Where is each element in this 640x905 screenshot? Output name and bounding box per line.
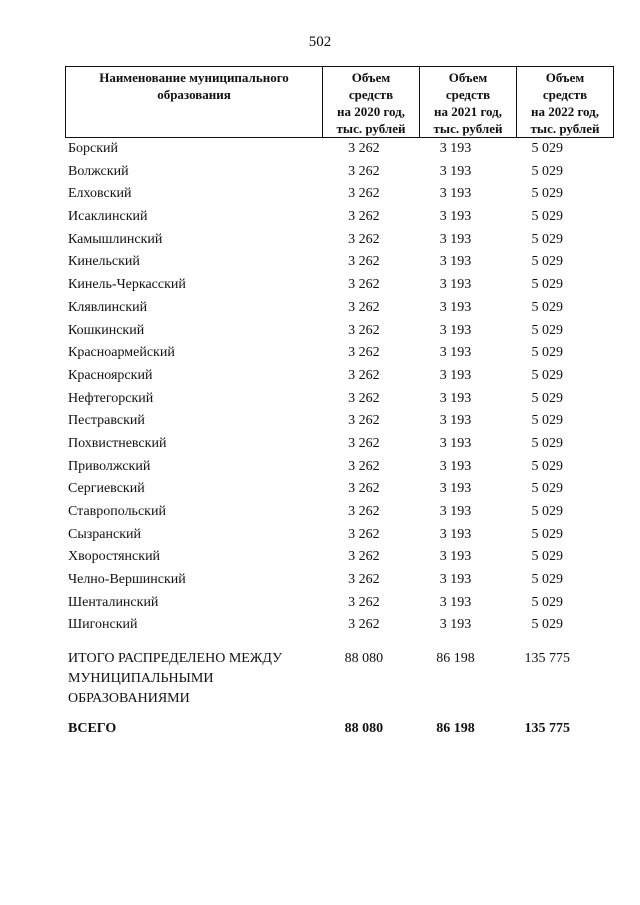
allocation-table [65,66,600,739]
header-2021-line: на 2021 год, [433,104,503,119]
page-number: 502 [308,34,332,50]
header-2021 [420,67,517,138]
value-2022: 5 029 [531,209,563,225]
value-2020: 3 262 [348,617,380,633]
value-2020: 3 262 [348,345,380,361]
value-2021: 3 193 [439,209,472,225]
value-2020: 3 262 [348,413,380,429]
municipality-name: Кошкинский [68,322,145,338]
municipality-name: Хворостянский [68,549,161,565]
value-2022: 5 029 [531,231,563,247]
table-header [65,66,614,138]
municipality-name: Камышлинский [68,231,163,247]
value-2022: 5 029 [531,549,563,565]
header-2022-line: средств [542,87,588,102]
total-2021: 86 198 [436,651,475,667]
table-row [65,501,593,524]
value-2021: 3 193 [439,390,472,406]
table-row [65,229,593,252]
value-2020: 3 262 [348,504,380,519]
municipality-name: Пестравский [68,413,145,429]
value-2020: 3 262 [348,254,380,270]
header-2022-line: на 2022 год, [530,104,600,119]
value-2020: 3 262 [348,458,380,474]
table-row [65,206,593,229]
total-2020: 88 080 [344,651,384,667]
value-2022: 5 029 [531,163,563,179]
table-row [65,546,593,569]
value-2020: 3 262 [348,549,380,565]
value-2022: 5 029 [531,299,563,315]
value-2022: 5 029 [531,186,563,202]
grand-total-2021: 86 198 [436,721,475,737]
value-2021: 3 193 [439,526,472,542]
value-2021: 3 193 [439,435,472,451]
value-2021: 3 193 [439,594,472,610]
value-2020: 3 262 [348,526,380,542]
value-2022: 5 029 [531,277,563,293]
value-2021: 3 193 [439,277,472,293]
table-row [65,183,593,206]
header-2021-line: средств [445,87,491,102]
table-row [65,614,593,637]
value-2021: 3 193 [439,163,472,179]
value-2022: 5 029 [531,481,563,497]
grand-total-row [65,719,593,739]
value-2020: 3 262 [348,141,380,156]
value-2020: 3 262 [348,435,380,451]
value-2021: 3 193 [439,186,472,202]
value-2020: 3 262 [348,572,380,588]
table-row [65,569,593,592]
table-row [65,592,593,615]
table-row [65,320,593,343]
municipality-name: Волжский [68,163,129,179]
value-2022: 5 029 [531,617,563,633]
value-2020: 3 262 [348,594,380,610]
value-2021: 3 193 [439,345,472,361]
table-row [65,274,593,297]
table-row [65,388,593,411]
value-2022: 5 029 [531,504,563,519]
value-2021: 3 193 [439,572,472,588]
municipality-name: Челно-Вершинский [68,572,186,588]
grand-total-2022: 135 775 [524,721,570,737]
value-2022: 5 029 [531,254,563,270]
header-name: Наименование муниципального образования [66,67,323,138]
value-2021: 3 193 [439,299,472,315]
municipality-name: Исаклинский [68,209,148,225]
value-2020: 3 262 [348,277,380,293]
value-2022: 5 029 [531,572,563,588]
municipality-name: Клявлинский [68,299,148,315]
table-row [65,161,593,184]
value-2022: 5 029 [531,526,563,542]
value-2021: 3 193 [439,504,472,519]
municipality-name: Красноярский [68,367,153,383]
header-2020-line: средств [348,87,394,102]
municipality-name: Красноармейский [68,345,175,361]
municipality-name: Сызранский [68,526,141,542]
value-2021: 3 193 [439,413,472,429]
value-2020: 3 262 [348,481,380,497]
table-row [65,365,593,388]
table-row [65,251,593,274]
table-row [65,410,593,433]
header-2020-line: тыс. рублей [336,121,406,136]
header-2020 [323,67,420,138]
value-2021: 3 193 [439,481,472,497]
header-2020-line: Объем [351,70,391,85]
municipality-name: Шигонский [68,617,138,633]
municipality-name: Борский [68,141,119,156]
value-2021: 3 193 [439,141,472,156]
value-2020: 3 262 [348,367,380,383]
table-row [65,297,593,320]
table-row [65,456,593,479]
header-2022 [517,67,614,138]
header-2022-line: тыс. рублей [530,121,600,136]
value-2021: 3 193 [439,549,472,565]
table-row [65,342,593,365]
municipality-name: Елховский [68,186,132,202]
table-row [65,138,593,161]
value-2022: 5 029 [531,594,563,610]
value-2021: 3 193 [439,231,472,247]
value-2021: 3 193 [439,254,472,270]
value-2020: 3 262 [348,163,380,179]
value-2022: 5 029 [531,322,563,338]
value-2021: 3 193 [439,617,472,633]
table-row [65,478,593,501]
municipality-name: Кинель-Черкасский [68,277,186,293]
value-2022: 5 029 [531,413,563,429]
header-2020-line: на 2020 год, [336,104,406,119]
value-2020: 3 262 [348,390,380,406]
table-body [65,138,593,637]
total-label: ИТОГО РАСПРЕДЕЛЕНО МЕЖДУ МУНИЦИПАЛЬНЫМИ ОБРАЗОВАНИЯМИ [68,651,282,707]
value-2021: 3 193 [439,322,472,338]
value-2022: 5 029 [531,390,563,406]
value-2022: 5 029 [531,458,563,474]
value-2022: 5 029 [531,345,563,361]
total-2022: 135 775 [524,651,570,667]
value-2022: 5 029 [531,367,563,383]
value-2022: 5 029 [531,435,563,451]
value-2021: 3 193 [439,367,472,383]
grand-total-label: ВСЕГО [68,721,117,737]
value-2020: 3 262 [348,322,380,338]
municipality-name: Шенталинский [68,594,159,610]
value-2020: 3 262 [348,231,380,247]
header-2022-line: Объем [545,70,585,85]
grand-total-2020: 88 080 [344,721,384,737]
table-row [65,524,593,547]
total-row [65,649,593,709]
value-2020: 3 262 [348,299,380,315]
municipality-name: Сергиевский [68,481,145,497]
table-row [65,433,593,456]
municipality-name: Похвистневский [68,435,167,451]
header-2021-line: тыс. рублей [433,121,503,136]
municipality-name: Ставропольский [68,504,166,519]
value-2020: 3 262 [348,209,380,225]
value-2022: 5 029 [531,141,563,156]
municipality-name: Приволжский [68,458,151,474]
municipality-name: Нефтегорский [68,390,154,406]
value-2020: 3 262 [348,186,380,202]
value-2021: 3 193 [439,458,472,474]
municipality-name: Кинельский [68,254,140,270]
header-2021-line: Объем [448,70,488,85]
